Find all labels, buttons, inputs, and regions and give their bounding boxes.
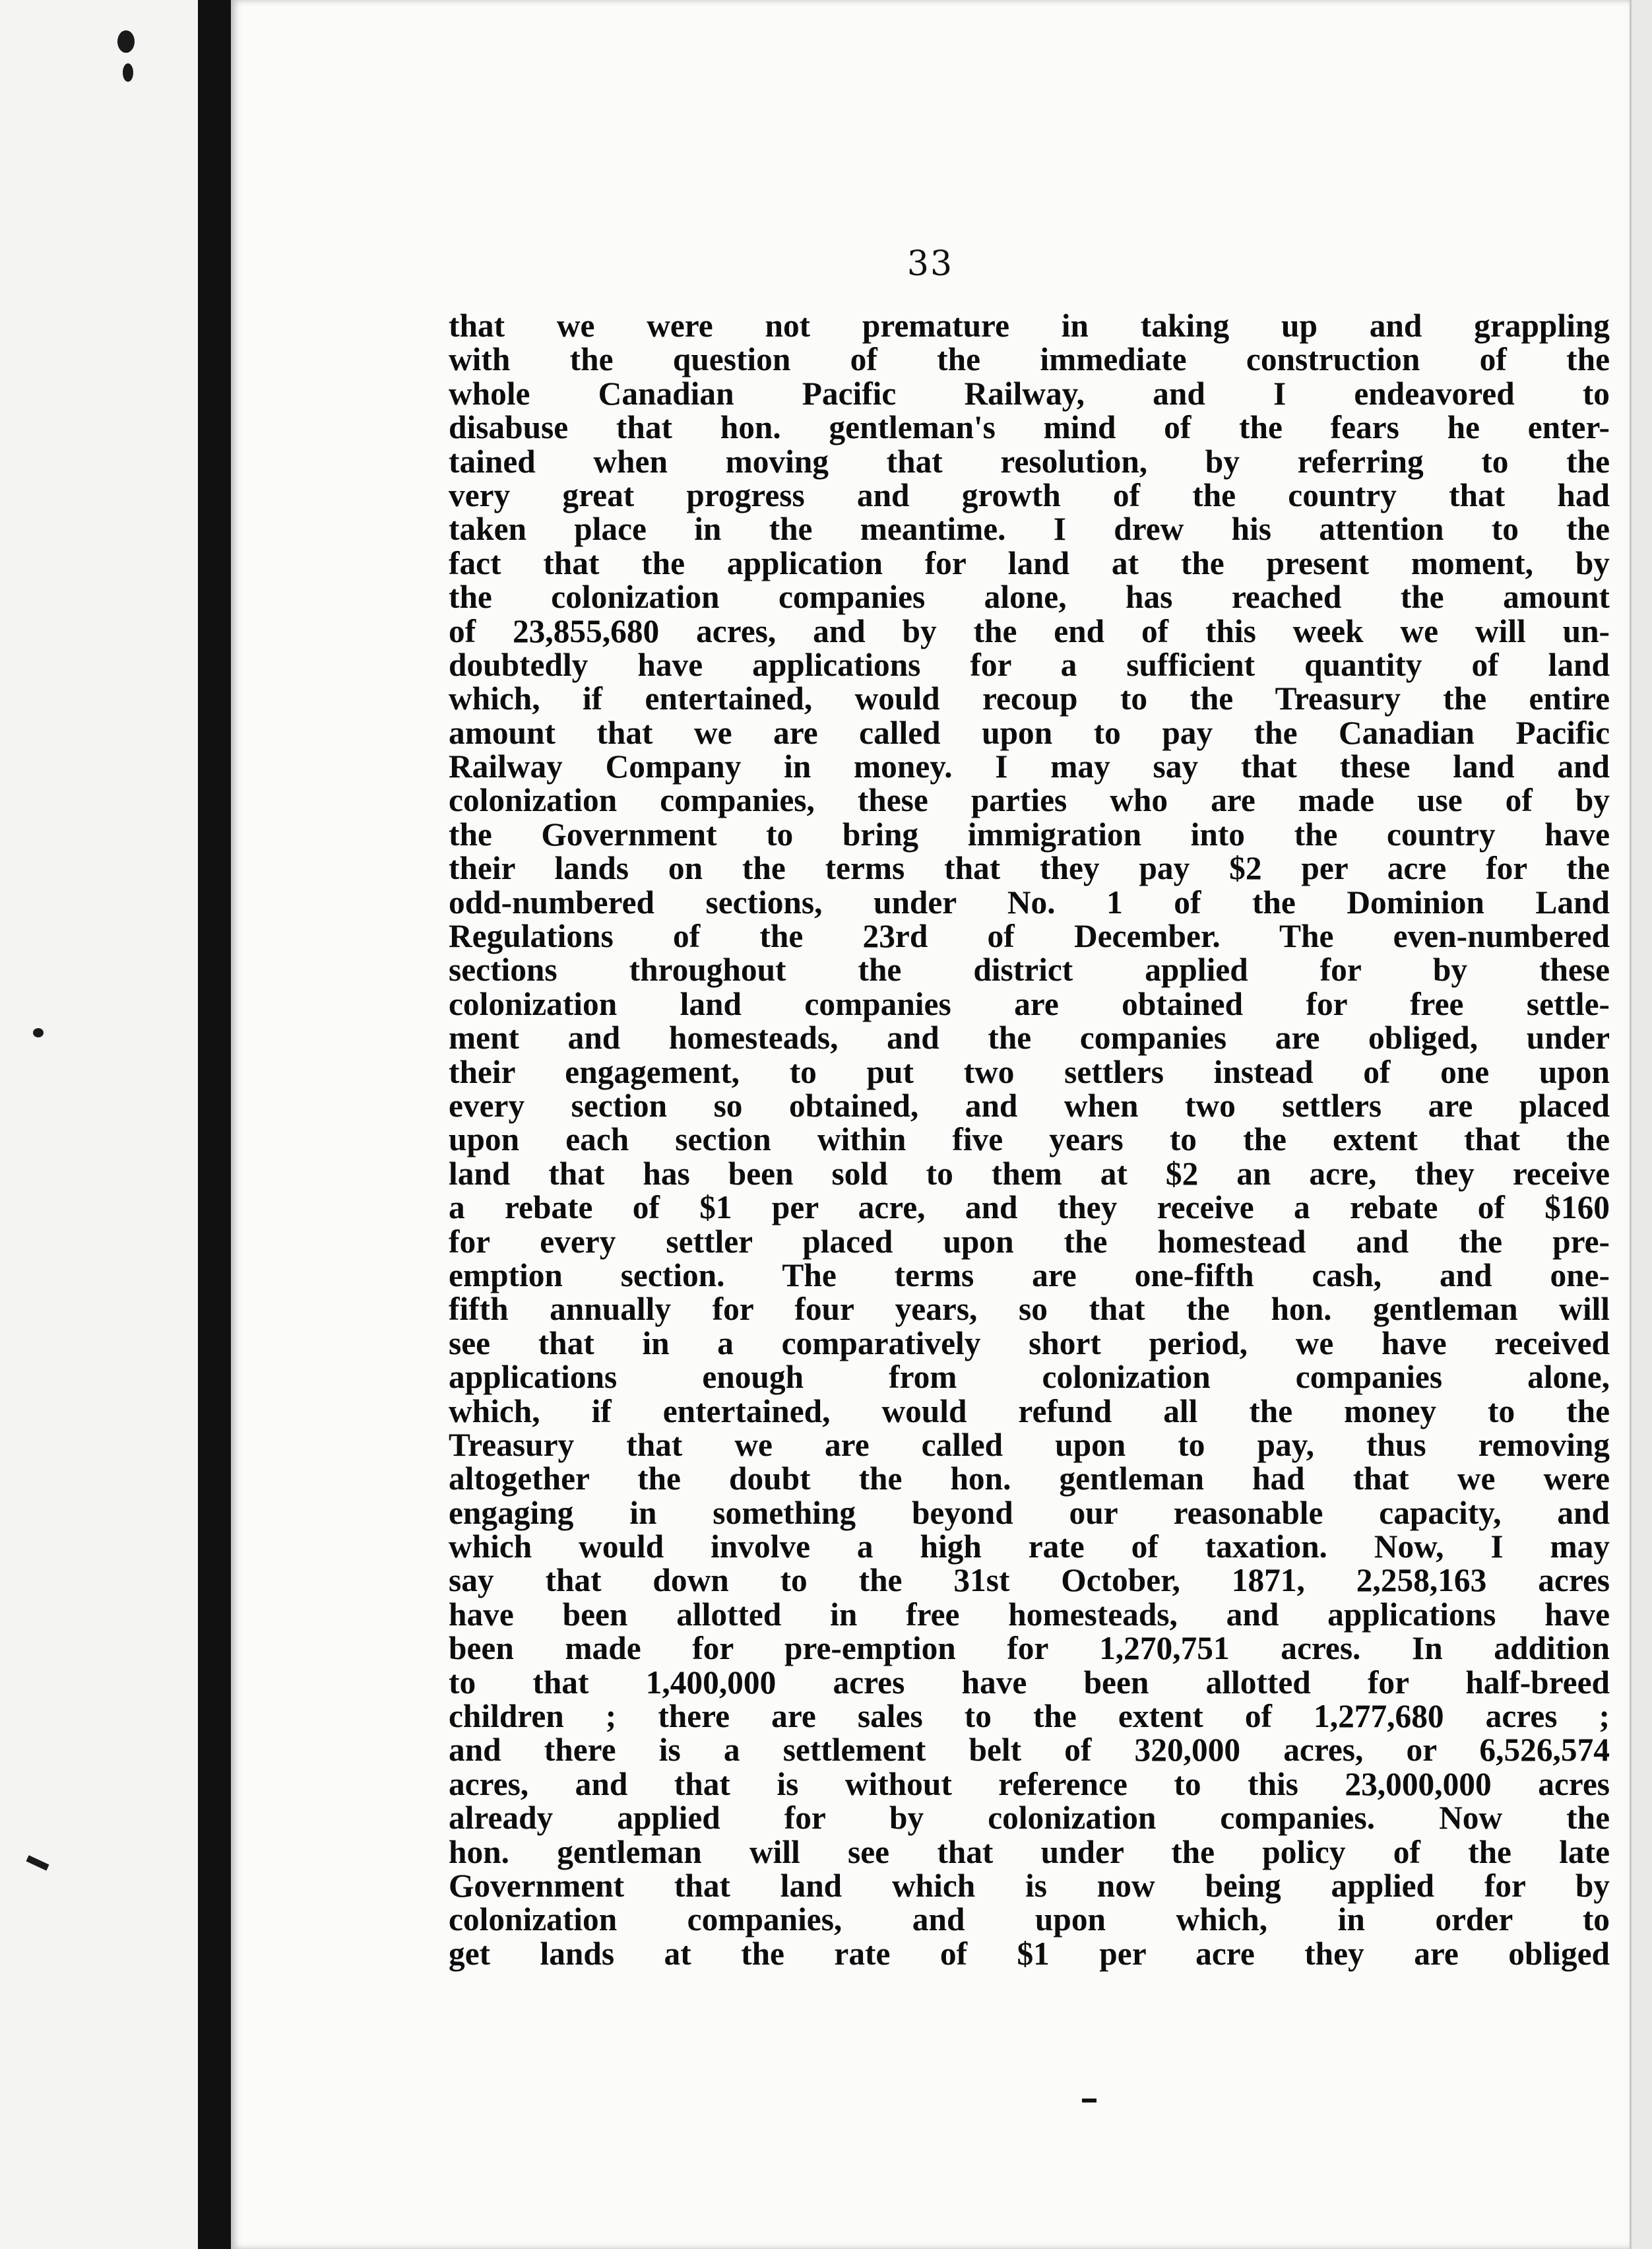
- text-line: which, if entertained, would refund all the money to the: [449, 1392, 1610, 1429]
- text-line: which, if entertained, would recoup to the Treasury the entire: [449, 680, 1610, 717]
- text-line: say that down to the 31st October, 1871, 2,258,163 acres: [449, 1562, 1610, 1599]
- text-line: Government that land which is now being applied for by: [449, 1867, 1610, 1904]
- text-line: fact that the application for land at the present moment, by: [449, 544, 1610, 581]
- text-line: doubtedly have applications for a sufficient quantity of land: [449, 646, 1610, 683]
- text-line: children ; there are sales to the extent of 1,277,680 acres ;: [449, 1698, 1610, 1735]
- ink-speck: [1082, 2099, 1096, 2102]
- text-line: colonization companies, and upon which, in order to: [449, 1901, 1610, 1938]
- text-line: ment and homesteads, and the companies are obliged, under: [449, 1020, 1610, 1057]
- page-number: 33: [906, 244, 954, 284]
- ink-speck: [117, 30, 135, 53]
- text-line: hon. gentleman will see that under the policy of the late: [449, 1833, 1610, 1870]
- text-line: that we were not premature in taking up and grappling: [449, 308, 1610, 344]
- text-line: emption section. The terms are one-fifth cash, and one-: [449, 1256, 1610, 1293]
- text-line: sections throughout the district applied for by these: [449, 952, 1610, 989]
- text-line: disabuse that hon. gentleman's mind of the fears he enter-: [449, 409, 1610, 446]
- text-line: Railway Company in money. I may say that these land and: [449, 748, 1610, 785]
- text-line: Treasury that we are called upon to pay, thus removing: [449, 1426, 1610, 1463]
- text-line: the Government to bring immigration into the country have: [449, 816, 1610, 853]
- text-line: for every settler placed upon the homestead and the pre-: [449, 1223, 1610, 1260]
- text-line: taken place in the meantime. I drew his attention to the: [449, 511, 1610, 548]
- text-line: which would involve a high rate of taxation. Now, I may: [449, 1528, 1610, 1565]
- text-line: have been allotted in free homesteads, and applications have: [449, 1596, 1610, 1633]
- text-line: acres, and that is without reference to this 23,000,000 acres: [449, 1765, 1610, 1802]
- body-text: [449, 309, 1610, 1971]
- text-line: engaging in something beyond our reasonable capacity, and: [449, 1494, 1610, 1531]
- text-line: of 23,855,680 acres, and by the end of this week we will un-: [449, 612, 1610, 649]
- ink-speck: [33, 1028, 44, 1037]
- text-line: amount that we are called upon to pay the Canadian Pacific: [449, 714, 1610, 751]
- text-line: upon each section within five years to the extent that the: [449, 1121, 1610, 1158]
- ink-speck: [26, 1855, 49, 1870]
- text-line: their lands on the terms that they pay $2 per acre for the: [449, 850, 1610, 887]
- text-line: see that in a comparatively short period, we have received: [449, 1324, 1610, 1361]
- text-line: get lands at the rate of $1 per acre they are obliged: [449, 1935, 1610, 1972]
- text-line: very great progress and growth of the country that had: [449, 476, 1610, 513]
- text-line: their engagement, to put two settlers instead of one upon: [449, 1053, 1610, 1090]
- text-line: colonization companies, these parties who are made use of by: [449, 782, 1610, 819]
- ink-speck: [123, 63, 133, 82]
- scanned-page: [231, 0, 1630, 2249]
- text-line: with the question of the immediate construction of the: [449, 341, 1610, 378]
- page-gutter: [198, 0, 231, 2249]
- text-line: whole Canadian Pacific Railway, and I endeavored to: [449, 375, 1610, 412]
- previous-page: [0, 0, 198, 2249]
- text-line: the colonization companies alone, has reached the amount: [449, 579, 1610, 616]
- text-line: applications enough from colonization companies alone,: [449, 1359, 1610, 1396]
- text-line: been made for pre-emption for 1,270,751 acres. In addition: [449, 1630, 1610, 1667]
- text-line: Regulations of the 23rd of December. The even-numbered: [449, 918, 1610, 955]
- text-line: fifth annually for four years, so that the hon. gentleman will: [449, 1291, 1610, 1328]
- text-line: tained when moving that resolution, by referring to the: [449, 443, 1610, 480]
- text-line: altogether the doubt the hon. gentleman had that we were: [449, 1460, 1610, 1497]
- text-line: a rebate of $1 per acre, and they receive a rebate of $160: [449, 1189, 1610, 1226]
- text-line: to that 1,400,000 acres have been allotted for half-breed: [449, 1664, 1610, 1701]
- text-line: colonization land companies are obtained for free settle-: [449, 985, 1610, 1022]
- text-line: odd-numbered sections, under No. 1 of the Dominion Land: [449, 884, 1610, 921]
- page-edge: [1630, 0, 1652, 2249]
- text-line: every section so obtained, and when two settlers are placed: [449, 1087, 1610, 1124]
- text-line: land that has been sold to them at $2 an acre, they receive: [449, 1155, 1610, 1192]
- text-line: and there is a settlement belt of 320,000 acres, or 6,526,574: [449, 1732, 1610, 1769]
- text-line: already applied for by colonization companies. Now the: [449, 1800, 1610, 1837]
